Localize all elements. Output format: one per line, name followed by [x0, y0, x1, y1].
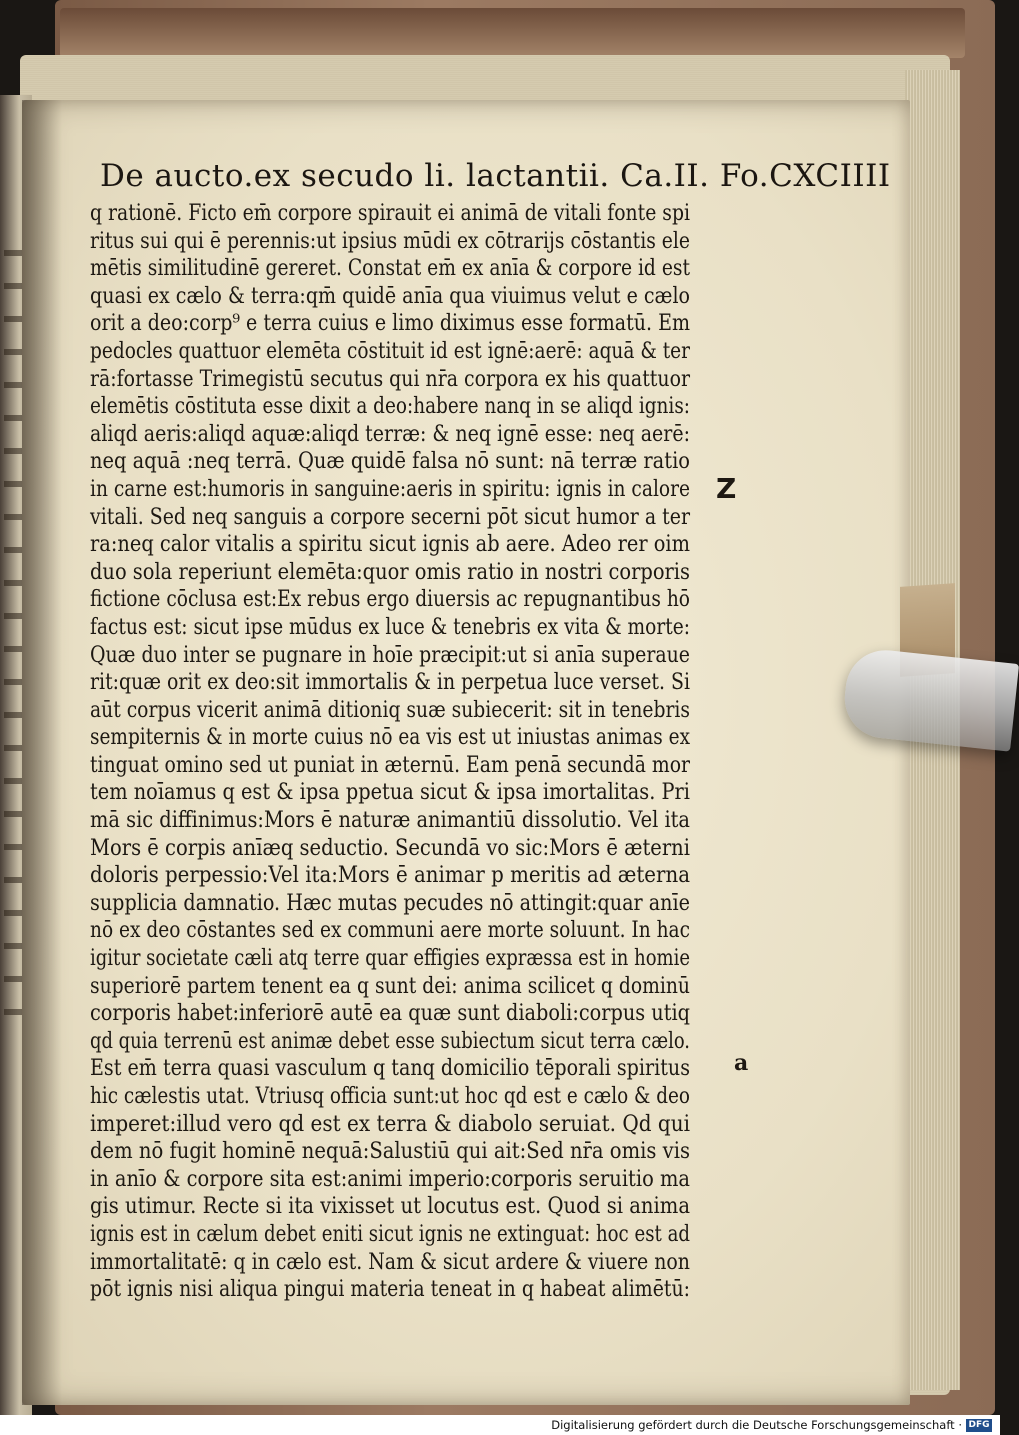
text-line: sempiternis & in morte cuius nō ea vis est ut iniustas animas ex [90, 724, 690, 751]
text-line: qd quia terrenū est animæ debet esse subiectum sicut terra cælo. [90, 1027, 690, 1054]
text-line: duo sola reperiunt elemēta:quor omis ratio in nostri corporis [90, 558, 690, 585]
text-line: Quæ duo inter se pugnare in hoīe præcipit:ut si anīa superaue [90, 641, 690, 668]
text-line: immortalitatē: q in cælo est. Nam & sicut ardere & viuere non [90, 1248, 690, 1275]
text-line: ignis est in cælum debet eniti sicut ignis ne extinguat: hoc est ad [90, 1220, 690, 1247]
text-line: imperet:illud vero qd est ex terra & diabolo seruiat. Qd qui [90, 1110, 690, 1137]
text-line: corporis habet:inferiorē autē ea quæ sunt diaboli:corpus utiq [90, 1000, 690, 1027]
text-line: quasi ex cælo & terra:qm̄ quidē anīa qua viuimus velut e cælo [90, 282, 690, 309]
text-line: mētis similitudinē gereret. Constat em̄ ex anīa & corpore id est [90, 255, 690, 282]
text-line: pōt ignis nisi aliqua pingui materia teneat in q habeat alimētū: [90, 1276, 690, 1303]
dfg-logo: DFG [966, 1419, 992, 1432]
funding-credit: Digitalisierung gefördert durch die Deutsche Forschungsgemeinschaft · [551, 1418, 962, 1432]
text-line: igitur societate cæli atq terre quar effigies expræssa est in homie [90, 945, 690, 972]
text-line: doloris perpessio:Vel ita:Mors ē animar p meritis ad æterna [90, 862, 690, 889]
text-line: neq aquā :neq terrā. Quæ quidē falsa nō sunt: nā terræ ratio [90, 448, 690, 475]
text-line: supplicia damnatio. Hæc mutas pecudes nō attingit:quar anīe [90, 889, 690, 916]
book-cover-top-edge [60, 8, 965, 58]
text-line: rā:fortasse Trimegistū secutus qui nr̄a corpora ex his quattuor [90, 365, 690, 392]
text-line: ritus sui qui ē perennis:ut ipsius mūdi ex cōtrarijs cōstantis ele [90, 227, 690, 254]
text-line: tinguat omino sed ut puniat in æternū. Eam penā secundā mor [90, 751, 690, 778]
text-line: rit:quæ orit ex deo:sit immortalis & in perpetua luce verset. Si [90, 669, 690, 696]
page-body-text [90, 200, 690, 1303]
text-line: gis utimur. Recte si ita vixisset ut locutus est. Quod si anima [90, 1193, 690, 1220]
text-line: tem noīamus q est & ipsa ppetua sicut & ipsa imortalitas. Pri [90, 779, 690, 806]
gutter-shadow [22, 100, 62, 1405]
text-line: in carne est:humoris in sanguine:aeris in spiritu: ignis in calore [90, 475, 690, 502]
text-line: factus est: sicut ipse mūdus ex luce & tenebris ex vita & morte: [90, 613, 690, 640]
text-line: pedocles quattuor elemēta cōstituit id est ignē:aerē: aquā & ter [90, 337, 690, 364]
text-line: vitali. Sed neq sanguis a corpore secerni pōt sicut humor a ter [90, 503, 690, 530]
text-line: orit a deo:corp⁹ e terra cuius e limo diximus esse formatū. Em [90, 310, 690, 337]
marginal-signature-z: Z [716, 472, 737, 505]
text-line: in anīo & corpore sita est:animi imperio:corporis seruitio ma [90, 1165, 690, 1192]
marginal-signature-a: a [734, 1050, 749, 1076]
text-line: nō ex deo cōstantes sed ex communi aere morte soluunt. In hac [90, 917, 690, 944]
text-line: superiorē partem tenent ea q sunt dei: anima scilicet q dominū [90, 972, 690, 999]
running-header: De aucto.ex secudo li. lactantii. Ca.II. Fo.CXCIIII [100, 158, 891, 194]
text-line: dem nō fugit hominē nequā:Salustiū qui ait:Sed nr̄a omis vis [90, 1138, 690, 1165]
text-line: aliqd aeris:aliqd aquæ:aliqd terræ: & neq ignē esse: neq aerē: [90, 420, 690, 447]
text-line: fictione cōclusa est:Ex rebus ergo diuersis ac repugnantibus hō [90, 586, 690, 613]
text-line: Est em̄ terra quasi vasculum q tanq domicilio tēporali spiritus [90, 1055, 690, 1082]
text-line: aūt corpus vicerit animā ditioniq suæ subiecerit: sit in tenebris [90, 696, 690, 723]
text-line: mā sic diffinimus:Mors ē naturæ animantiū dissolutio. Vel ita [90, 807, 690, 834]
text-line: elemētis cōstituta esse dixit a deo:habere nanq in se aliqd ignis: [90, 393, 690, 420]
text-line: q rationē. Ficto em̄ corpore spirauit ei animā de vitali fonte spi [90, 200, 690, 226]
text-line: hic cælestis utat. Vtriusq officia sunt:ut hoc qd est e cælo & deo [90, 1083, 690, 1109]
text-line: Mors ē corpis anīæq seductio. Secundā vo sic:Mors ē æterni [90, 834, 690, 861]
text-line: ra:neq calor vitalis a spiritu sicut ignis ab aere. Adeo rer oim [90, 531, 690, 558]
